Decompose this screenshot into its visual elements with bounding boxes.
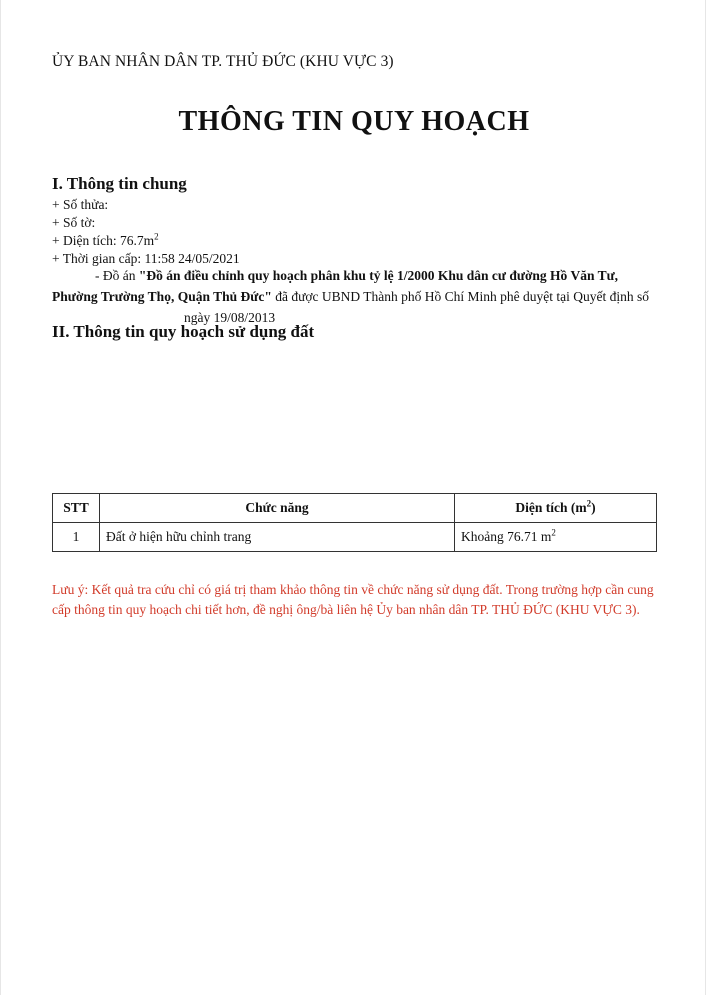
parcel-number: + Số thửa: [52,197,109,212]
area-unit-superscript: 2 [154,231,159,242]
header-function: Chức năng [100,494,455,523]
project-paragraph [52,265,652,328]
decision-date: ngày 19/08/2013 [184,310,276,325]
project-prefix: - Đồ án [95,268,139,283]
row-area [455,523,657,552]
section-landuse-heading: II. Thông tin quy hoạch sử dụng đất [52,322,315,341]
section-general-heading: I. Thông tin chung [52,174,187,193]
row-area-superscript: 2 [551,527,556,538]
page-title: THÔNG TIN QUY HOẠCH [178,106,530,137]
area-value: + Diện tích: 76.7m [52,233,155,248]
header-stt: STT [53,494,100,523]
project-approval-text: đã được UBND Thành phố Hồ Chí Minh phê duyệt tại Quyết định số [271,289,649,304]
project-name: "Đồ án điều chỉnh quy hoạch phân khu tỷ lệ 1/2000 Khu dân cư đường Hồ Văn Tư, Phường Trường Thọ, Quận Thủ Đức" [52,268,619,304]
table-row [53,523,657,552]
row-stt: 1 [53,523,100,552]
agency-name: ỦY BAN NHÂN DÂN TP. THỦ ĐỨC (KHU VỰC 3) [52,53,394,70]
table-header-row [53,494,657,523]
area-line [52,233,159,249]
header-area-superscript: 2 [586,498,592,509]
landuse-table [52,493,657,552]
sheet-number: + Số tờ: [52,215,96,230]
issued-time: + Thời gian cấp: 11:58 24/05/2021 [52,251,240,266]
row-function: Đất ở hiện hữu chỉnh trang [100,523,455,552]
header-area-label: Diện tích (m [515,500,587,515]
header-area [455,494,657,523]
header-area-close: ) [591,500,596,515]
disclaimer-note: Lưu ý: Kết quả tra cứu chỉ có giá trị tham khảo thông tin về chức năng sử dụng đất. Trong trường hợp cần cung cấp thông tin quy hoạch chi tiết hơn, đề nghị ông/bà liên hệ Ủy ban nhân dân TP. THỦ ĐỨC (KHU VỰC 3). [52,582,654,617]
row-area-value: Khoảng 76.71 m [461,529,552,544]
